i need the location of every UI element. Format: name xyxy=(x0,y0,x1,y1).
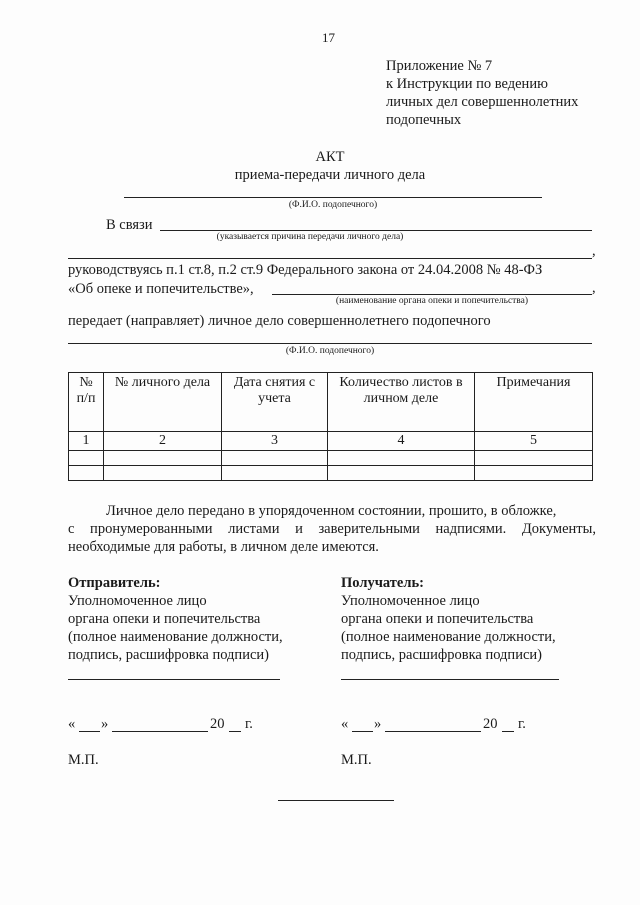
legal-basis-text: руководствуясь п.1 ст.8, п.2 ст.9 Федерального закона от 24.04.2008 № 48-ФЗ xyxy=(68,262,543,278)
sender-day-line xyxy=(79,731,100,732)
col-number-1: 1 xyxy=(69,432,104,451)
reason-hint: (указывается причина передачи личного дела) xyxy=(216,232,404,242)
receiver-line-3: (полное наименование должности, xyxy=(341,629,556,645)
sender-year-prefix: 20 xyxy=(210,716,225,732)
organ-hint: (наименование органа опеки и попечительства) xyxy=(335,296,529,306)
case-table xyxy=(68,372,593,481)
reason-continuation-line xyxy=(68,258,592,259)
fio-hint-2: (Ф.И.О. подопечного) xyxy=(285,346,375,356)
receiver-line-1: Уполномоченное лицо xyxy=(341,593,480,609)
receiver-year-prefix: 20 xyxy=(483,716,498,732)
fio-hint-1: (Ф.И.О. подопечного) xyxy=(288,200,378,210)
sender-line-4: подпись, расшифровка подписи) xyxy=(68,647,269,663)
receiver-year-line xyxy=(502,731,514,732)
page-number: 17 xyxy=(322,30,335,45)
header-sheet-count: Количество листов в личном деле xyxy=(328,373,475,432)
header-number: № п/п xyxy=(69,373,104,432)
appendix-line-1: Приложение № 7 xyxy=(386,58,493,74)
law-name-text: «Об опеке и попечительстве», xyxy=(68,281,254,297)
fio-line-1 xyxy=(124,197,542,198)
footer-rule xyxy=(278,800,394,801)
fio-line-2 xyxy=(68,343,592,344)
header-date: Дата снятия с учета xyxy=(222,373,328,432)
sender-line-1: Уполномоченное лицо xyxy=(68,593,207,609)
document-title: АКТ xyxy=(315,149,345,165)
header-case-number: № личного дела xyxy=(104,373,222,432)
transfers-text: передает (направляет) личное дело совершеннолетнего подопечного xyxy=(68,313,491,329)
col-number-3: 3 xyxy=(222,432,328,451)
header-notes: Примечания xyxy=(475,373,593,432)
table-header-row xyxy=(69,373,593,432)
paragraph-line-1: Личное дело передано в упорядоченном состоянии, прошито, в обложке, xyxy=(106,503,557,519)
table-number-row xyxy=(69,432,593,451)
sender-stamp: М.П. xyxy=(68,752,99,768)
receiver-heading: Получатель: xyxy=(341,575,424,591)
sender-signature-line xyxy=(68,679,280,680)
receiver-signature-line xyxy=(341,679,559,680)
organ-line xyxy=(272,294,592,295)
appendix-line-3: личных дел совершеннолетних xyxy=(386,94,579,110)
appendix-line-4: подопечных xyxy=(386,112,462,128)
receiver-day-line xyxy=(352,731,373,732)
table-row xyxy=(69,466,593,481)
table-row xyxy=(69,451,593,466)
sender-year-suffix: г. xyxy=(245,716,253,732)
receiver-line-4: подпись, расшифровка подписи) xyxy=(341,647,542,663)
col-number-4: 4 xyxy=(328,432,475,451)
sender-date-open: « xyxy=(68,716,76,732)
receiver-year-suffix: г. xyxy=(518,716,526,732)
paragraph-line-2: с пронумерованными листами и заверительными надписями. Документы, xyxy=(68,521,596,537)
paragraph-line-3: необходимые для работы, в личном деле имеются. xyxy=(68,539,379,555)
receiver-stamp: М.П. xyxy=(341,752,372,768)
receiver-date-close: » xyxy=(374,716,382,732)
document-subtitle: приема-передачи личного дела xyxy=(234,167,426,183)
sender-month-line xyxy=(112,731,208,732)
in-connection-label: В связи xyxy=(106,217,153,233)
sender-year-line xyxy=(229,731,241,732)
receiver-line-2: органа опеки и попечительства xyxy=(341,611,534,627)
sender-line-3: (полное наименование должности, xyxy=(68,629,283,645)
reason-line xyxy=(160,230,592,231)
receiver-date-open: « xyxy=(341,716,349,732)
comma-1: , xyxy=(592,243,596,259)
appendix-line-2: к Инструкции по ведению xyxy=(386,76,548,92)
sender-heading: Отправитель: xyxy=(68,575,161,591)
comma-2: , xyxy=(592,280,596,296)
sender-line-2: органа опеки и попечительства xyxy=(68,611,261,627)
col-number-5: 5 xyxy=(475,432,593,451)
col-number-2: 2 xyxy=(104,432,222,451)
receiver-month-line xyxy=(385,731,481,732)
sender-date-close: » xyxy=(101,716,109,732)
